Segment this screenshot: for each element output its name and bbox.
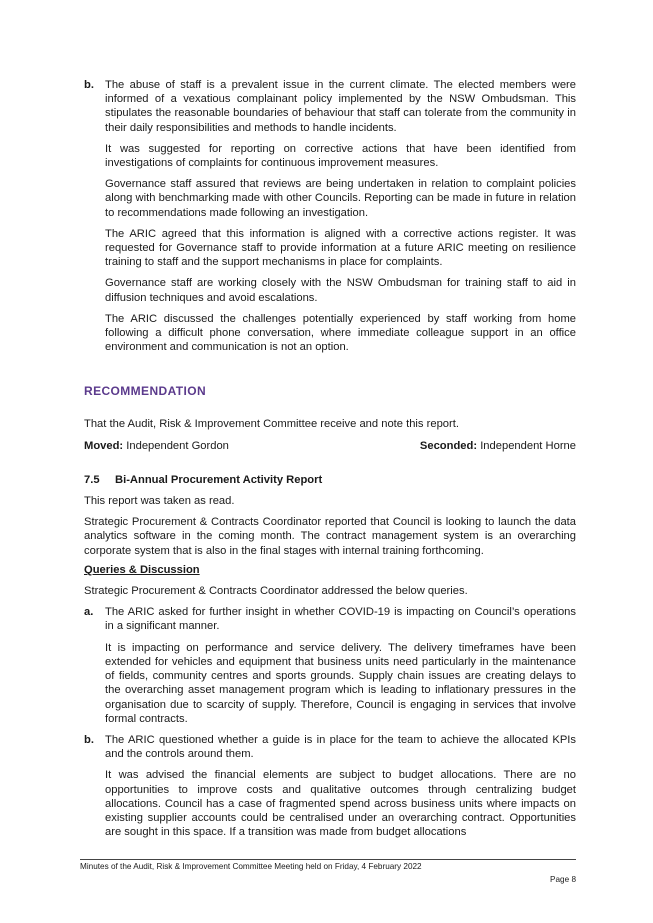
recommendation-text: That the Audit, Risk & Improvement Committee receive and note this report. (84, 418, 459, 431)
seconded-label: Seconded: (419, 439, 478, 452)
section-number: 7.5 (84, 473, 100, 486)
paragraph: The ARIC asked for further insight in whether COVID-19 is impacting on Council’s operations in a significant manner. (105, 606, 576, 633)
discussion-item-b (84, 78, 576, 354)
page-number: Page 8 (550, 875, 576, 884)
paragraph: It was suggested for reporting on corrective actions that have been identified from investigations of complaints for continuous improvement measures. (105, 142, 576, 170)
item-letter: a. (84, 606, 94, 619)
queries-heading: Queries & Discussion (84, 563, 200, 576)
moved-label: Moved: (84, 439, 124, 452)
queries-intro: Strategic Procurement & Contracts Coordinator addressed the below queries. (84, 585, 468, 598)
paragraph: Governance staff are working closely with the NSW Ombudsman for training staff to aid in diffusion techniques and avoid escalations. (105, 277, 576, 304)
read-text: This report was taken as read. (84, 495, 235, 508)
seconded-value: Independent Horne (477, 439, 576, 452)
footer-text: Minutes of the Audit, Risk & Improvement Committee Meeting held on Friday, 4 February 2022 (80, 862, 422, 871)
queries-list (84, 605, 576, 839)
item-letter: b. (84, 79, 94, 91)
paragraph: It is impacting on performance and service delivery. The delivery timeframes have been extended for vehicles and equipment that business units need particularly in the maintenance of fields, community centres and sports grounds. Supply chain issues are creating delays to the overarching asset management program which is leading to inflationary pressures in the organisation due to scarcity of supply. Therefore, Council is engaging in services that involve formal contracts. (105, 641, 576, 725)
motion-row (84, 439, 576, 453)
paragraph: It was advised the financial elements are subject to budget allocations. There are no opportunities to improve costs and qualitative outcomes through centralizing budget allocations. Council has a case of fragmented spend across business units where impacts on existing supplier accounts could be centralised under an overarching contract. Opportunities are sought in this space. If a transition was made from budget allocations (105, 769, 576, 839)
item-letter: b. (84, 733, 94, 746)
paragraph: The ARIC discussed the challenges potentially experienced by staff working from home following a difficult phone conversation, where immediate colleague support in an office environment and communication is not an option. (105, 312, 576, 354)
moved-by (84, 439, 229, 453)
query-item-b (84, 733, 576, 839)
paragraph: The abuse of staff is a prevalent issue in the current climate. The elected members were informed of a vexatious complainant policy implemented by the NSW Ombudsman. This stipulates the reasonable boundaries of behaviour that staff can tolerate from the community in their daily responsibilities and methods to handle incidents. (105, 79, 576, 134)
recommendation-heading: RECOMMENDATION (84, 384, 207, 399)
section-title: Bi-Annual Procurement Activity Report (115, 473, 323, 486)
section-heading (84, 473, 576, 487)
page-content (84, 78, 576, 846)
paragraph: Governance staff assured that reviews are being undertaken in relation to complaint policies along with benchmarking made with other Councils. Reporting can be made in future in relation to recommendations made following an investigation. (105, 178, 576, 219)
paragraph: The ARIC questioned whether a guide is in place for the team to achieve the allocated KPIs and the controls around them. (105, 733, 576, 761)
section-intro: Strategic Procurement & Contracts Coordinator reported that Council is looking to launch the data analytics software in the coming month. The contract management system is an overarching corporate system that is also in the final stages with internal training forthcoming. (84, 516, 576, 557)
moved-value: Independent Gordon (123, 439, 229, 452)
footer-divider (80, 859, 576, 860)
seconded-by (420, 439, 576, 453)
paragraph: The ARIC agreed that this information is aligned with a corrective actions register. It was requested for Governance staff to provide information at a future ARIC meeting on resilience training to staff and the support mechanisms in place for complaints. (105, 227, 576, 269)
query-item-a (84, 605, 576, 726)
